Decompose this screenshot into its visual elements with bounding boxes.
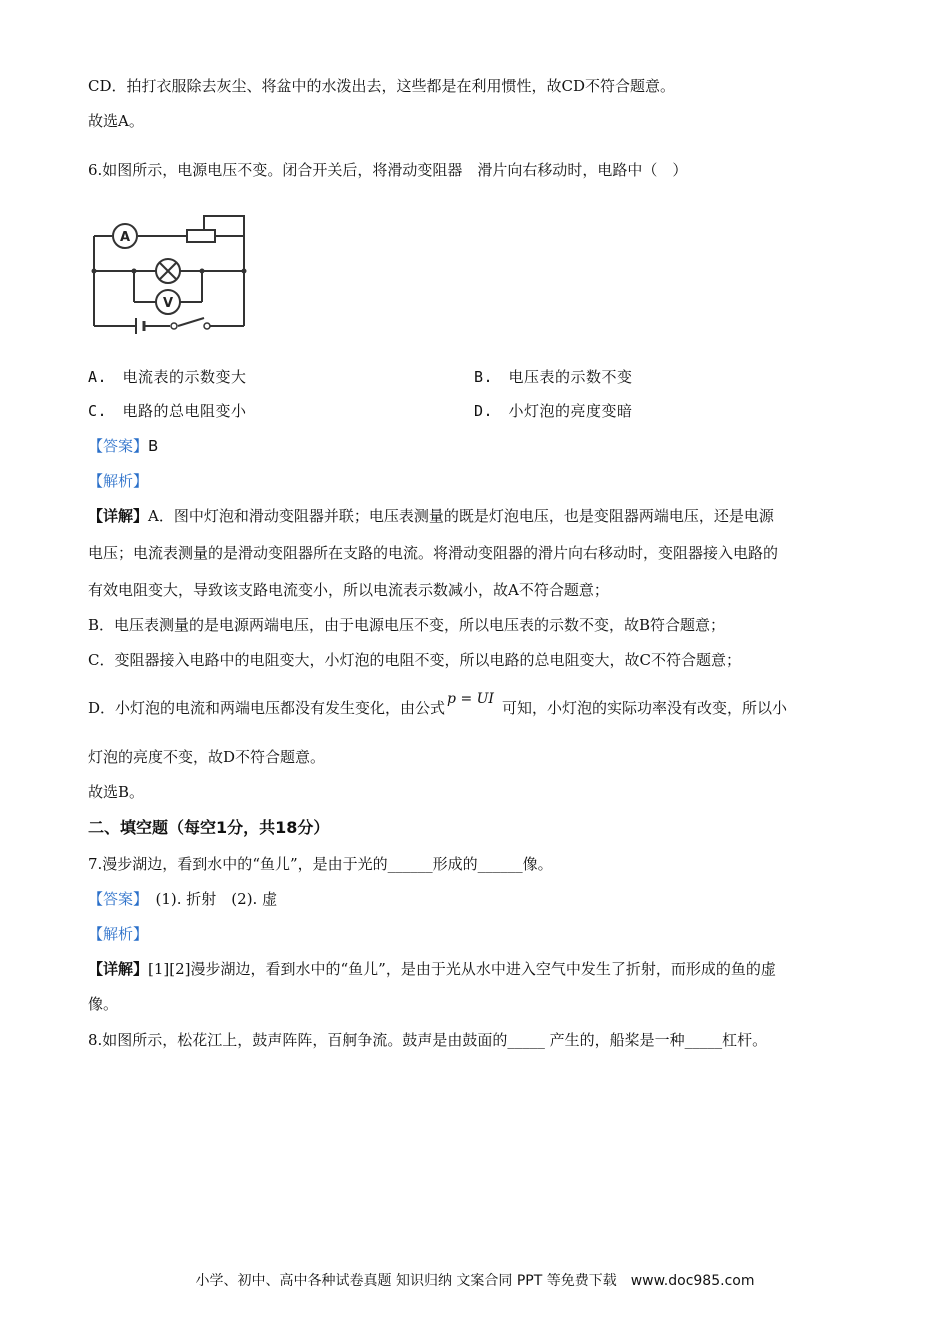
detail-line-4: B．电压表测量的是电源两端电压，由于电源电压不变，所以电压表的示数不变，故B符合题意； bbox=[88, 616, 726, 634]
ammeter-icon bbox=[113, 224, 137, 248]
svg-text:A: A bbox=[119, 230, 131, 245]
answer-value: (1). 折射 (2). 虚 bbox=[140, 890, 278, 908]
power-formula: p = UI bbox=[447, 691, 494, 707]
previous-choice-line: 故选A。 bbox=[88, 112, 144, 130]
answer-label: 【答案】 bbox=[88, 890, 141, 908]
option-c: C. 电路的总电阻变小 bbox=[88, 402, 247, 420]
option-d: D. 小灯泡的亮度变暗 bbox=[474, 402, 633, 420]
section-heading: 二、填空题（每空1分，共18分） bbox=[88, 818, 330, 837]
detail-line-2: 电压；电流表测量的是滑动变阻器所在支路的电流。将滑动变阻器的滑片向右移动时，变阻器接入电路的 bbox=[88, 544, 779, 562]
q7-detail-line-1: 【详解】[1][2]漫步湖边，看到水中的“鱼儿”，是由于光从水中进入空气中发生了折射，而形成的鱼的虚 bbox=[88, 960, 776, 978]
footer-text[interactable]: 小学、初中、高中各种试卷真题 知识归纳 文案合同 PPT 等免费下载 www.doc985.com bbox=[195, 1273, 755, 1289]
previous-answer-line: CD．拍打衣服除去灰尘、将盆中的水泼出去，这些都是在利用惯性，故CD不符合题意。 bbox=[88, 77, 676, 95]
voltmeter-icon bbox=[156, 290, 180, 314]
answer-value: B bbox=[148, 437, 159, 455]
circuit-diagram bbox=[86, 208, 252, 338]
detail-line-1: 【详解】A．图中灯泡和滑动变阻器并联；电压表测量的既是灯泡电压，也是变阻器两端电压，还是电源 bbox=[88, 507, 774, 525]
analysis-label-q6: 【解析】 bbox=[88, 472, 149, 490]
question-6: 6.如图所示，电源电压不变。闭合开关后，将滑动变阻器 滑片向右移动时，电路中（ ） bbox=[88, 161, 688, 179]
lamp-icon bbox=[156, 259, 180, 283]
answer-row-q7 bbox=[88, 889, 277, 909]
answer-label: 【答案】 bbox=[88, 437, 149, 455]
q7-detail-line-2: 像。 bbox=[88, 995, 119, 1013]
question-8: 8.如图所示，松花江上，鼓声阵阵，百舸争流。鼓声是由鼓面的_____ 产生的，船桨是一种_____杠杆。 bbox=[88, 1031, 768, 1049]
option-b: B. 电压表的示数不变 bbox=[474, 368, 633, 386]
detail-label: 【详解】 bbox=[88, 960, 149, 978]
svg-text:V: V bbox=[162, 296, 174, 311]
detail-line-7: 灯泡的亮度不变，故D不符合题意。 bbox=[88, 748, 326, 766]
detail-line-6: D．小灯泡的电流和两端电压都没有发生变化，由公式 p = UI 可知，小灯泡的实际功率没有改变，所以小 bbox=[88, 691, 787, 717]
battery-icon bbox=[136, 318, 144, 334]
detail-label: 【详解】 bbox=[88, 507, 149, 525]
detail-line-5: C．变阻器接入电路中的电阻变大，小灯泡的电阻不变，所以电路的总电阻变大，故C不符合题意； bbox=[88, 651, 741, 669]
answer-row-q6 bbox=[88, 436, 158, 456]
question-7: 7.漫步湖边，看到水中的“鱼儿”，是由于光的______形成的______像。 bbox=[88, 855, 553, 873]
detail-line-3: 有效电阻变大，导致该支路电流变小，所以电流表示数减小，故A不符合题意； bbox=[88, 581, 609, 599]
option-a: A. 电流表的示数变大 bbox=[88, 368, 247, 386]
analysis-label-q7: 【解析】 bbox=[88, 925, 149, 943]
final-choice-q6: 故选B。 bbox=[88, 783, 145, 801]
switch-icon bbox=[171, 323, 210, 329]
